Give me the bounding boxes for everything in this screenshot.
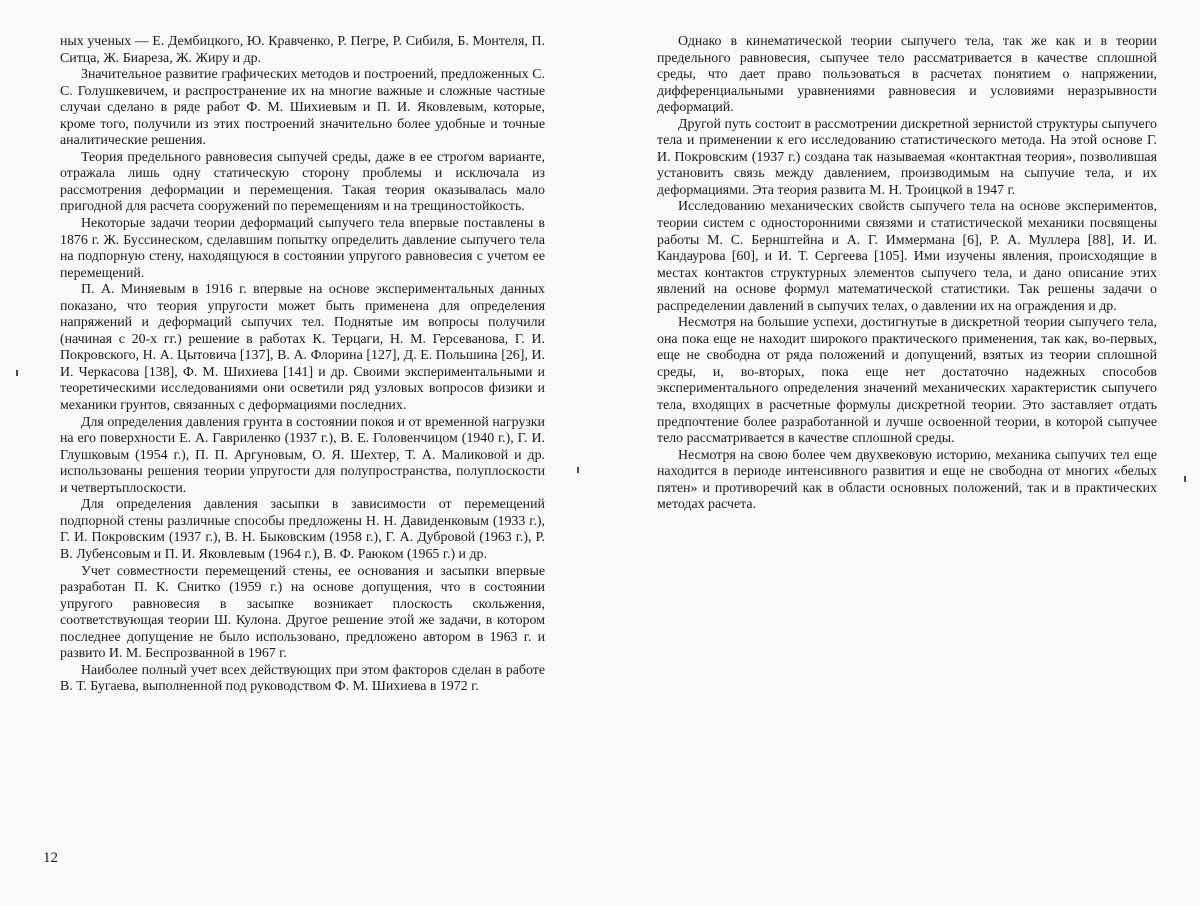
paragraph: П. А. Миняевым в 1916 г. впервые на основе экспериментальных данных показано, что теория упругости может быть применена для определения напряжений и деформаций сыпучих тел. Поднятые им вопросы получили (начиная с 20-х гг.) решение в работах К. Терцаги, Н. М. Герсеванова, Г. И. Покровского, Н. А. Цытовича [137], В. А. Флорина [127], Д. Е. Польшина [26], И. И. Черкасова [138], Ф. М. Шихиева [141] и др. Своими экспериментальными и теоретическими исследованиями они осветили ряд узловых вопросов физики и механики грунтов, связанных с деформациями последних. bbox=[60, 282, 545, 414]
scan-speck bbox=[577, 467, 579, 473]
scan-speck bbox=[16, 370, 18, 376]
paragraph: Для определения давления засыпки в зависимости от перемещений подпорной стены различные способы предложены Н. Н. Давиденковым (1933 г.), Г. И. Покровским (1937 г.), В. Н. Быковским (1958 г.), Г. А. Дубровой (1963 г.), Р. В. Лубенсовым и П. И. Яковлевым (1964 г.), В. Ф. Раюком (1965 г.) и др. bbox=[60, 497, 545, 562]
paragraph: Теория предельного равновесия сыпучей среды, даже в ее строгом варианте, отражала лишь одну статическую сторону проблемы и исключала из рассмотрения деформации и перемещения. Такая теория оказывалась мало пригодной для расчета сооружений по перемещениям и на трещиностойкость. bbox=[60, 149, 545, 215]
paragraph: Для определения давления грунта в состоянии покоя и от временной нагрузки на его поверхности Е. А. Гавриленко (1937 г.), В. Е. Головенчицом (1940 г.), Г. И. Глушковым (1954 г.), П. П. Аргуновым, О. Я. Шехтер, Т. А. Маликовой и др. использованы решения теории упругости для полупространства, полуплоскости и четвертьплоскости. bbox=[60, 414, 545, 496]
paragraph: Учет совместности перемещений стены, ее основания и засыпки впервые разработан П. К. Снитко (1959 г.) на основе допущения, что в состоянии упругого равновесия в засыпке возникает плоскость скольжения, соответствующая теории Ш. Кулона. Другое решение этой же задачи, в котором последнее допущение не было использовано, предложено автором в 1963 г. и развито И. М. Беспрозванной в 1967 г. bbox=[60, 563, 545, 662]
right-page-text bbox=[657, 34, 1157, 514]
paragraph: ных ученых — Е. Дембицкого, Ю. Кравченко, Р. Пегре, Р. Сибиля, Б. Монтеля, П. Ситца, Ж. Биареза, Ж. Жиру и др. bbox=[60, 34, 545, 66]
scan-speck bbox=[1184, 476, 1186, 482]
paragraph: Другой путь состоит в рассмотрении дискретной зернистой структуры сыпучего тела и применении к его исследованию статистического метода. На этой основе Г. И. Покровским (1937 г.) создана так называемая «контактная теория», позволившая установить связь между давлением, производимым на сыпучие тела, и их деформациями. Эта теория развита М. Н. Троицкой в 1947 г. bbox=[657, 116, 1157, 198]
left-page-text bbox=[60, 34, 545, 696]
paragraph: Значительное развитие графических методов и построений, предложенных С. С. Голушкевичем, и распространение их на многие важные и сложные частные случаи сделано в ряде работ Ф. М. Шихиевым и П. И. Яковлевым, которые, кроме того, получили из этих построений значительно более удобные и точные аналитические решения. bbox=[60, 67, 545, 149]
paragraph: Исследованию механических свойств сыпучего тела на основе экспериментов, теории систем с односторонними связями и статистической механики посвящены работы М. С. Бернштейна и А. Г. Иммермана [6], Р. А. Муллера [88], И. И. Кандаурова [60], и И. Т. Сергеева [105]. Ими изучены явления, происходящие в местах контактов структурных элементов сыпучего тела, и дано описание этих явлений на основе формул математической статистики. Так решены задачи о распределении давлений в сыпучих телах, о давлении их на ограждения и др. bbox=[657, 199, 1157, 314]
paragraph: Наиболее полный учет всех действующих при этом факторов сделан в работе В. Т. Бугаева, выполненной под руководством Ф. М. Шихиева в 1972 г. bbox=[60, 662, 545, 695]
page-number: 12 bbox=[43, 850, 58, 866]
paragraph: Несмотря на свою более чем двухвековую историю, механика сыпучих тел еще находится в периоде интенсивного развития и еще не свободна от многих «белых пятен» и противоречий как в области основных положений, так и в практических методах расчета. bbox=[657, 447, 1157, 513]
paragraph: Однако в кинематической теории сыпучего тела, так же как и в теории предельного равновесия, сыпучее тело рассматривается в качестве сплошной среды, что дает право пользоваться в расчетах понятием о напряжении, дифференциальными уравнениями равновесия и условиями неразрывности деформаций. bbox=[657, 34, 1157, 116]
paragraph: Несмотря на большие успехи, достигнутые в дискретной теории сыпучего тела, она пока еще не находит широкого практического применения, так как, во-первых, еще не свободна от ряда положений и допущений, взятых из теории сплошной среды, и, во-вторых, пока еще нет достаточно надежных способов экспериментального определения значений механических характеристик сыпучего тела, входящих в расчетные формулы дискретной теории. Это заставляет отдать предпочтение более разработанной и лучше освоенной теории, в которой сыпучее тело рассматривается в качестве сплошной среды. bbox=[657, 315, 1157, 447]
paragraph: Некоторые задачи теории деформаций сыпучего тела впервые поставлены в 1876 г. Ж. Буссинеском, сделавшим попытку определить давление сыпучего тела на подпорную стену, находящуюся в состоянии упругого равновесия с учетом ее перемещений. bbox=[60, 216, 545, 281]
